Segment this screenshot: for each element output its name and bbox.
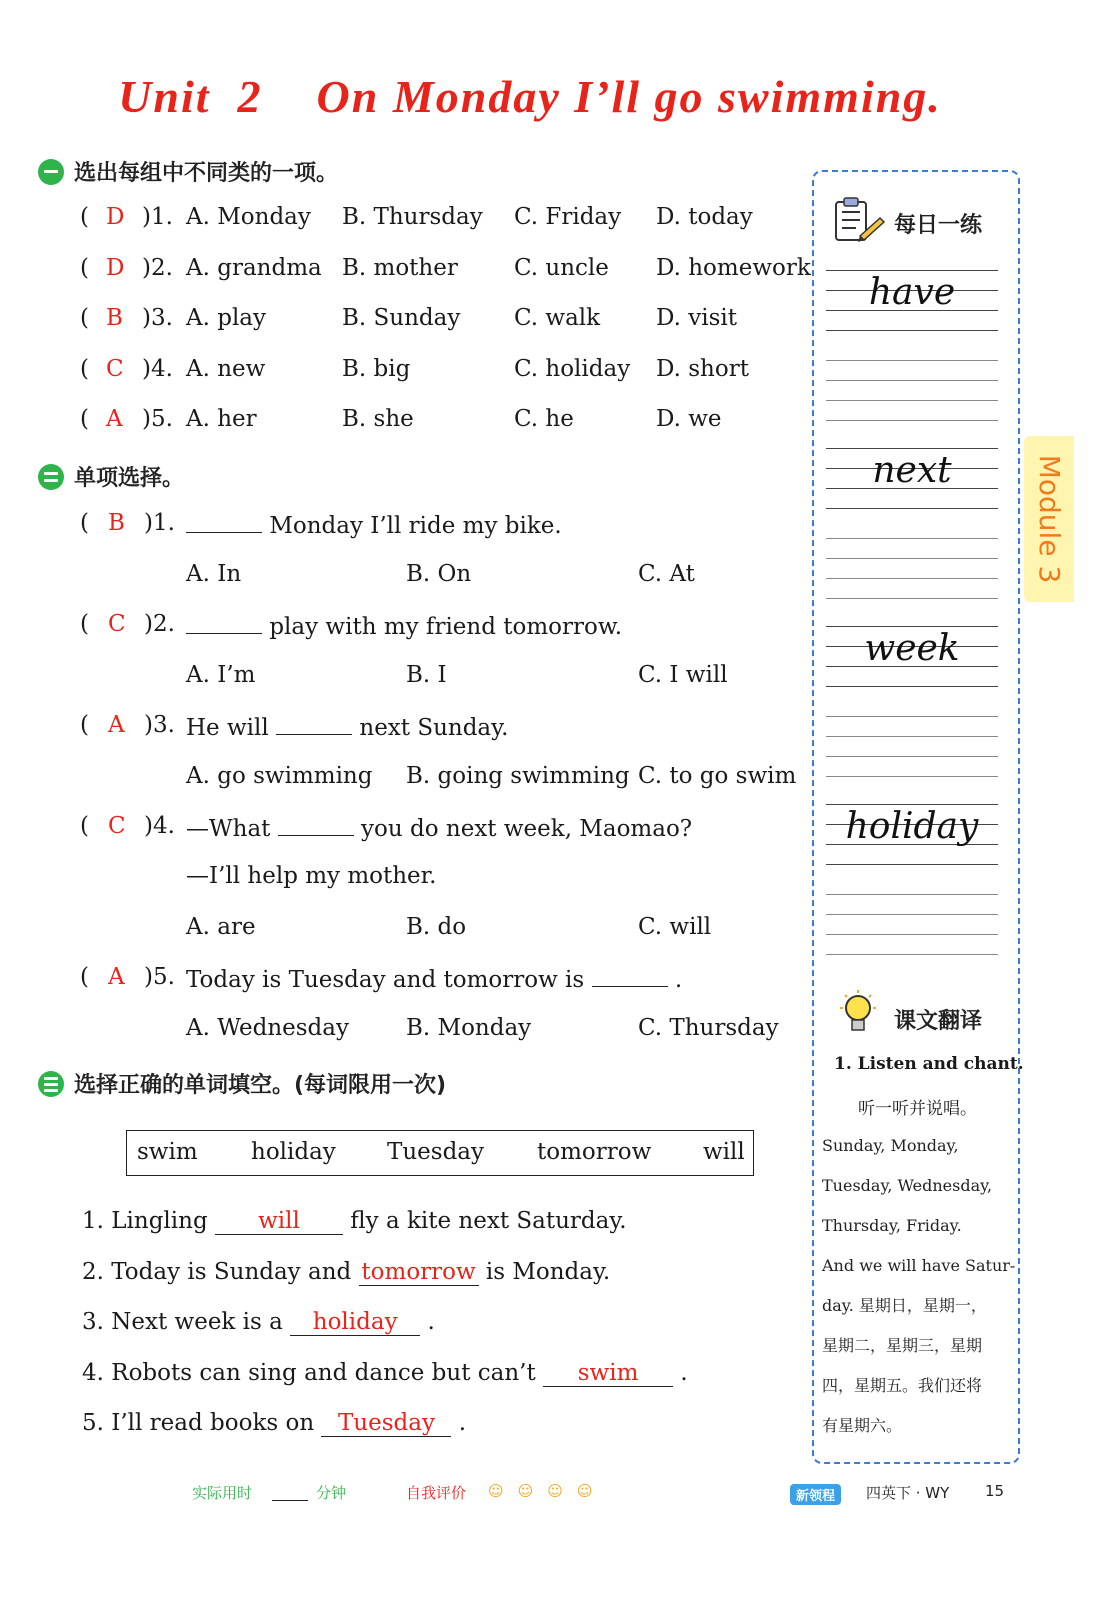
handwriting-guide-line [826, 558, 998, 559]
handwriting-guide-line [826, 598, 998, 599]
answer-blank [592, 964, 668, 987]
handwriting-guide-line [826, 716, 998, 717]
question-sentence [186, 611, 622, 640]
page-number: 15 [985, 1482, 1005, 1500]
option-text: A. Wednesday [186, 1015, 349, 1041]
module-tab: Module 3 [1024, 436, 1074, 602]
option-text: A. new [186, 355, 266, 382]
brand-badge: 新领程 [790, 1484, 841, 1505]
handwriting-guide-line [826, 420, 998, 421]
question-sentence [186, 813, 692, 842]
evaluation-faces-icon: ☺☺☺☺ [488, 1482, 607, 1500]
question-sentence [186, 510, 562, 539]
option-paren: ( [80, 204, 89, 230]
sentence-post: next Sunday. [359, 715, 509, 741]
answer-letter: B [106, 305, 123, 331]
sentence-pre: 2. Today is Sunday and [82, 1258, 352, 1285]
question-number: )1. [144, 510, 175, 536]
practice-word: holiday [845, 806, 979, 847]
fill-blank-sentence [82, 1309, 435, 1336]
option-text: B. mother [342, 254, 458, 281]
answer-letter: A [108, 964, 125, 990]
option-paren: ( [80, 611, 89, 637]
question-number: )2. [144, 611, 175, 637]
option-text: B. Monday [406, 1015, 532, 1041]
answer-letter: A [106, 406, 123, 432]
option-text: C. he [514, 406, 574, 432]
option-paren: ( [80, 813, 89, 839]
handwriting-guide-line [826, 736, 998, 737]
question-number: )4. [144, 813, 175, 839]
translation-title: 课文翻译 [894, 1009, 983, 1034]
handwriting-guide-line [826, 448, 998, 449]
handwriting-guide-line [826, 864, 998, 865]
option-text: D. visit [656, 305, 737, 331]
handwriting-guide-line [826, 686, 998, 687]
sentence-post: play with my friend tomorrow. [269, 614, 623, 640]
handwriting-guide-line [826, 380, 998, 381]
grade-label: 四英下 · WY [866, 1484, 950, 1502]
daily-practice-title: 每日一练 [894, 213, 983, 238]
option-text: D. today [656, 204, 753, 230]
sentence-post: is Monday. [485, 1258, 611, 1285]
fill-blank-sentence [82, 1410, 466, 1437]
section-1-heading: 选出每组中不同类的一项。 [38, 156, 338, 187]
option-text: C. to go swim [638, 763, 797, 789]
answer-letter: D [106, 204, 125, 230]
option-paren: ( [80, 712, 89, 738]
question-number: )3. [144, 712, 175, 738]
word-bank-word: tomorrow [537, 1139, 652, 1165]
sentence-pre: —What [186, 816, 271, 842]
option-text: B. do [406, 914, 467, 940]
filled-answer: tomorrow [359, 1259, 479, 1286]
practice-word: have [868, 272, 956, 313]
handwriting-guide-line [826, 578, 998, 579]
answer-blank [276, 712, 352, 735]
handwriting-guide-line [826, 804, 998, 805]
page-title: Unit 2 On Monday I’ll go swimming. [118, 71, 942, 122]
option-text: B. big [342, 355, 411, 382]
filled-answer: will [215, 1208, 343, 1235]
option-text: C. I will [638, 662, 728, 688]
answer-blank [186, 510, 262, 533]
option-paren: ( [80, 305, 89, 331]
answer-letter: C [108, 611, 126, 637]
question-number: )5. [142, 406, 173, 432]
option-paren: ( [80, 406, 89, 432]
answer-letter: C [106, 355, 124, 382]
time-used-label: 实际用时 [192, 1484, 253, 1502]
practice-word: next [872, 450, 952, 491]
handwriting-guide-line [826, 360, 998, 361]
option-text: A. are [186, 914, 256, 940]
option-text: A. Monday [186, 204, 311, 230]
filled-answer: holiday [290, 1309, 420, 1336]
sentence-post: . [427, 1309, 435, 1335]
handwriting-guide-line [826, 894, 998, 895]
self-evaluation-label: 自我评价 [406, 1484, 467, 1502]
word-bank-word: will [703, 1139, 745, 1165]
option-text: A. I’m [186, 662, 256, 688]
fill-blank-sentence [82, 1360, 688, 1387]
word-bank [126, 1130, 754, 1176]
question-sentence [186, 964, 682, 993]
option-text: B. going swimming [406, 763, 630, 789]
option-text: D. we [656, 406, 722, 432]
question-number: )1. [142, 204, 173, 230]
option-text: A. In [186, 561, 242, 587]
option-text: B. she [342, 406, 414, 432]
answer-blank [278, 813, 354, 836]
handwriting-guide-line [826, 508, 998, 509]
option-text: C. will [638, 914, 712, 940]
option-text: C. uncle [514, 254, 609, 281]
translation-line: Tuesday, Wednesday, [822, 1176, 993, 1195]
question-number: )5. [144, 964, 175, 990]
option-text: C. At [638, 561, 695, 587]
translation-line: day. 星期日，星期一， [822, 1296, 987, 1315]
section-2-heading: 单项选择。 [38, 461, 184, 492]
option-text: D. short [656, 355, 749, 382]
handwriting-guide-line [826, 914, 998, 915]
filled-answer: Tuesday [321, 1410, 451, 1437]
handwriting-guide-line [826, 954, 998, 955]
time-blank [272, 1500, 308, 1501]
option-text: B. Sunday [342, 305, 461, 331]
option-text: C. Friday [514, 204, 622, 230]
section-number-icon [38, 159, 64, 185]
sentence-post: fly a kite next Saturday. [350, 1208, 627, 1234]
section-number-icon [38, 1071, 64, 1097]
option-paren: ( [80, 510, 89, 536]
sentence-pre: 3. Next week is a [82, 1309, 283, 1335]
word-bank-word: Tuesday [387, 1139, 484, 1165]
option-text: C. Thursday [638, 1015, 779, 1041]
notepad-pencil-icon [830, 196, 886, 246]
option-text: A. play [186, 305, 267, 331]
question-number: )3. [142, 305, 173, 331]
question-number: )4. [142, 355, 173, 382]
option-text: C. walk [514, 305, 601, 331]
handwriting-guide-line [826, 934, 998, 935]
translation-line: Thursday, Friday. [822, 1216, 962, 1235]
sentence-post: Monday I’ll ride my bike. [269, 513, 562, 539]
handwriting-guide-line [826, 538, 998, 539]
question-number: )2. [142, 254, 173, 281]
translation-line: And we will have Satur- [822, 1256, 1016, 1275]
filled-answer: swim [543, 1360, 673, 1387]
translation-line: 星期二，星期三，星期 [822, 1336, 983, 1355]
fill-blank-sentence [82, 1259, 610, 1286]
answer-letter: A [108, 712, 125, 738]
option-paren: ( [80, 355, 89, 382]
option-text: D. homework [656, 254, 811, 281]
translation-line: Sunday, Monday, [822, 1136, 959, 1155]
sentence-pre: He will [186, 715, 269, 741]
handwriting-guide-line [826, 756, 998, 757]
sentence-post: . [674, 967, 683, 993]
section-number-icon [38, 464, 64, 490]
answer-letter: B [108, 510, 125, 536]
translation-line: 有星期六。 [822, 1416, 903, 1435]
handwriting-guide-line [826, 330, 998, 331]
question-sentence [186, 712, 508, 741]
option-paren: ( [80, 254, 89, 281]
handwriting-guide-line [826, 626, 998, 627]
translation-subtitle-cn: 听一听并说唱。 [858, 1099, 977, 1119]
option-text: C. holiday [514, 355, 631, 382]
translation-line: 四，星期五。我们还将 [822, 1376, 983, 1395]
answer-blank [186, 611, 262, 634]
response-line: —I’ll help my mother. [186, 863, 437, 889]
option-text: A. her [186, 406, 257, 432]
option-text: B. On [406, 561, 472, 587]
option-paren: ( [80, 964, 89, 990]
handwriting-guide-line [826, 776, 998, 777]
option-text: A. grandma [186, 254, 322, 281]
translation-subtitle: 1. Listen and chant. [834, 1054, 1024, 1074]
handwriting-guide-line [826, 400, 998, 401]
sentence-pre: Today is Tuesday and tomorrow is [186, 967, 585, 993]
practice-word: week [864, 628, 960, 669]
fill-blank-sentence [82, 1208, 627, 1235]
option-text: B. I [406, 662, 447, 688]
sentence-post: . [458, 1410, 467, 1436]
answer-letter: D [106, 254, 125, 281]
sentence-post: you do next week, Maomao? [361, 816, 693, 842]
option-text: A. go swimming [186, 763, 373, 789]
sentence-pre: 4. Robots can sing and dance but can’t [82, 1359, 536, 1386]
sentence-pre: 1. Lingling [82, 1208, 208, 1234]
word-bank-word: swim [137, 1139, 198, 1165]
lightbulb-icon [836, 988, 882, 1038]
word-bank-word: holiday [251, 1139, 336, 1165]
section-3-heading: 选择正确的单词填空。(每词限用一次) [38, 1068, 446, 1099]
option-text: B. Thursday [342, 204, 483, 230]
answer-letter: C [108, 813, 126, 839]
sentence-pre: 5. I’ll read books on [82, 1410, 315, 1436]
sentence-post: . [680, 1359, 688, 1386]
minutes-label: 分钟 [316, 1484, 347, 1502]
handwriting-guide-line [826, 270, 998, 271]
